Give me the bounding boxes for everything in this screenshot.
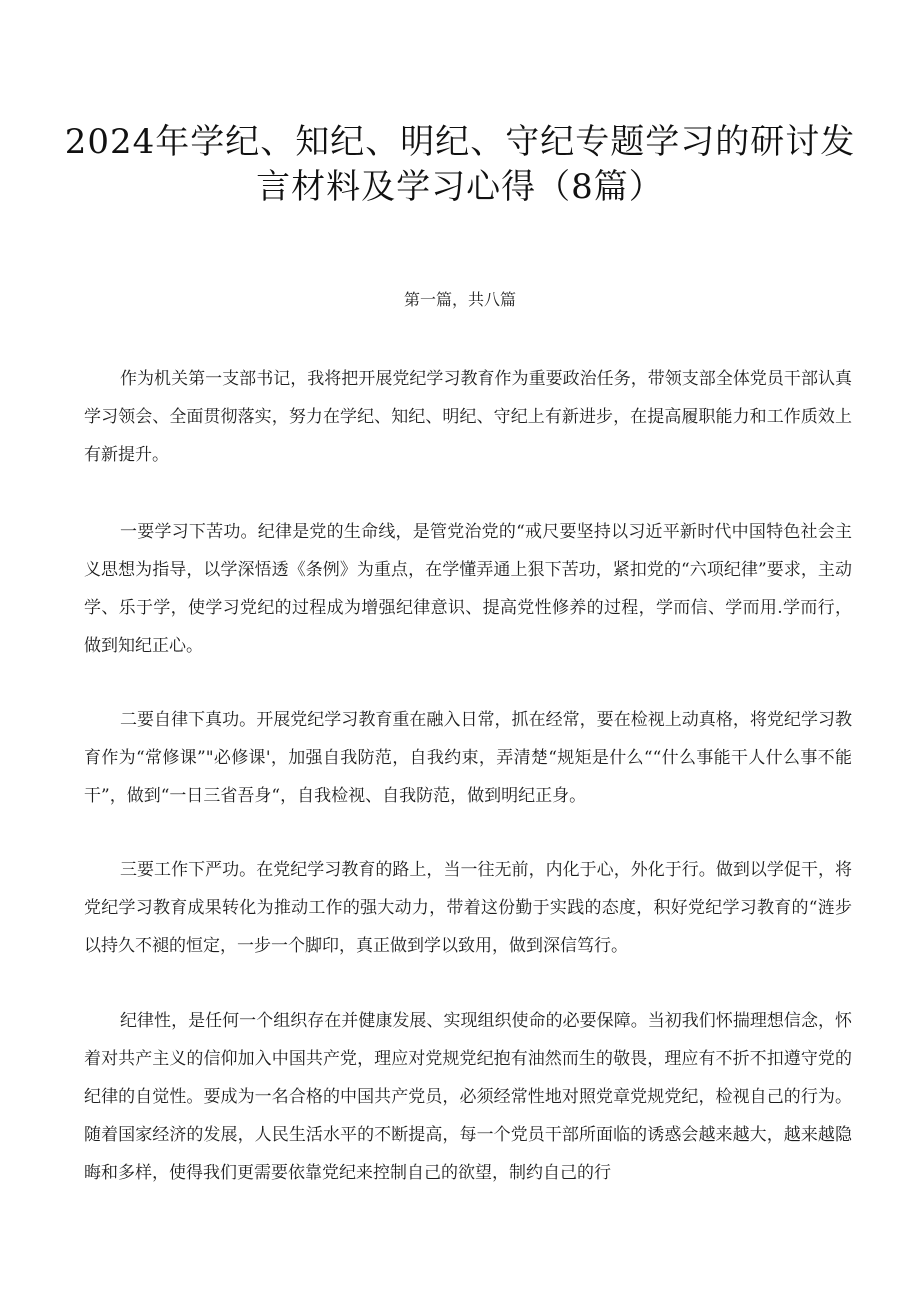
document-title-line1: 2024年学纪、知纪、明纪、守纪专题学习的研讨发 [64, 122, 856, 162]
section-heading: 第一篇，共八篇 [403, 290, 516, 309]
paragraph-work: 三要工作下严功。在党纪学习教育的路上，当一往无前，内化于心，外化于行。做到以学促干，将党纪学习教育成果转化为推动工作的强大动力，带着这份勤于实践的态度，积好党纪学习教育的“涟步以持久不褪的恒定，一步一个脚印，真正做到学以致用，做到深信笃行。 [84, 860, 852, 956]
paragraph-intro: 作为机关第一支部书记，我将把开展党纪学习教育作为重要政治任务，带领支部全体党员干部认真学习领会、全面贯彻落实，努力在学纪、知纪、明纪、守纪上有新进步，在提高履职能力和工作质效上有新提升。 [84, 369, 852, 465]
paragraph-study: 一要学习下苦功。纪律是党的生命线，是管党治党的“戒尺要坚持以习近平新时代中国特色社会主义思想为指导，以学深悟透《条例》为重点，在学懂弄通上狠下苦功，紧扣党的“六项纪律”要求，主动学、乐于学，使学习党纪的过程成为增强纪律意识、提高党性修养的过程，学而信、学而用.学而行，做到知纪正心。 [84, 522, 852, 656]
paragraph-discipline: 纪律性，是任何一个组织存在并健康发展、实现组织使命的必要保障。当初我们怀揣理想信念，怀着对共产主义的信仰加入中国共产党，理应对党规党纪抱有油然而生的敬畏，理应有不折不扣遵守党的纪律的自觉性。要成为一名合格的中国共产党员，必须经常性地对照党章党规党纪，检视自己的行为。随着国家经济的发展，人民生活水平的不断提高，每一个党员干部所面临的诱惑会越来越大，越来越隐晦和多样，使得我们更需要依靠党纪来控制自己的欲望，制约自己的行 [84, 1011, 852, 1183]
paragraph-self-discipline: 二要自律下真功。开展党纪学习教育重在融入日常，抓在经常，要在检视上动真格，将党纪学习教育作为“常修课”"必修课'，加强自我防范，自我约束，弄清楚“规矩是什么““什么事能干人什么事不能干”，做到“一日三省吾身“，自我检视、自我防范，做到明纪正身。 [84, 710, 852, 806]
document-title-line2: 言材料及学习心得（8篇） [256, 167, 664, 207]
